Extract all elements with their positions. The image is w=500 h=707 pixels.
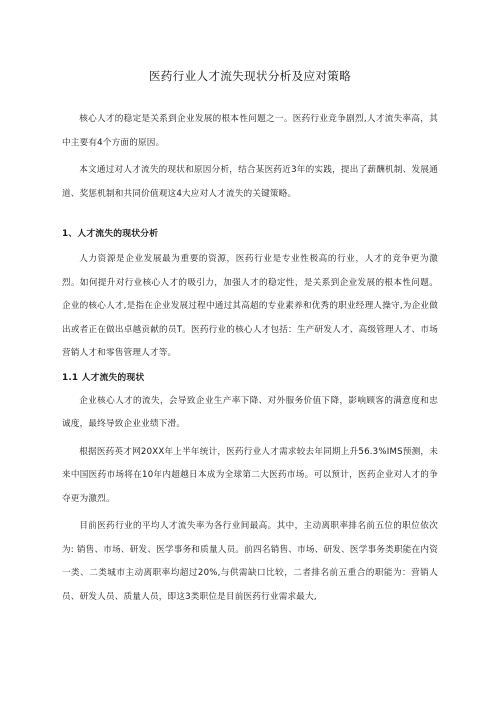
subsection-1-1-heading: 1.1 人才流失的现状 [62, 372, 145, 383]
intro-paragraph-2: 本文通过对人才流失的现状和原因分析，结合某医药近3年的实践，提出了薪酬机制、发展通道、奖惩机制和共同价值观这4大应对人才流失的关键策略。 [62, 165, 438, 199]
section-1-paragraph-1: 人力资源是企业发展最为重要的资源，医药行业是专业性极高的行业，人才的竞争更为激烈。如何提升对行业核心人才的吸引力，加强人才的稳定性，是关系到企业发展的根本性问题。企业的核心人才,是指在企业发展过程中通过其高超的专业素养和优秀的职业经理人操守,为企业做出或者正在做出卓越贡献的员T。医药行业的核心人才包括：生产研发人才、高级管理人才、市场营销人才和零售管理人才等。 [62, 254, 438, 358]
subsection-1-1-paragraph-2: 根据医药英才网20XX年上半年统计，医药行业人才需求较去年同期上升56.3%IMS预测，未来中国医药市场将在10年内超越日本成为全球第二大医药市场。可以预计，医药企业对人才的争夺更为激烈。 [62, 446, 438, 504]
intro-paragraph-1: 核心人才的稳定是关系到企业发展的根本性问题之一。医药行业竞争剧烈,人才流失率高，其中主要有4个方面的原因。 [62, 114, 438, 148]
subsection-1-1-paragraph-3: 目前医药行业的平均人才流失率为各行业间最高。其中，主动离职率排名前五位的职位依次为: 销售、市场、研发、医学事务和质量人员。前四名销售、市场、研发、医学事务类职能在内资一类、二类城市主动离职率均超过20%,与供需缺口比较，二者排名前五重合的职能为：营销人员、研发人员、质量人员，即这3类职位是目前医药行业需求最大, [62, 521, 438, 602]
section-1-heading: 1、人才流失的现状分析 [62, 229, 159, 239]
document-title: 医药行业人才流失现状分析及应对策略 [148, 69, 352, 83]
subsection-1-1-paragraph-1: 企业核心人才的流失，会导致企业生产率下降、对外服务价值下降，影响顾客的满意度和忠诚度，最终导致企业业绩下滑。 [62, 395, 438, 429]
